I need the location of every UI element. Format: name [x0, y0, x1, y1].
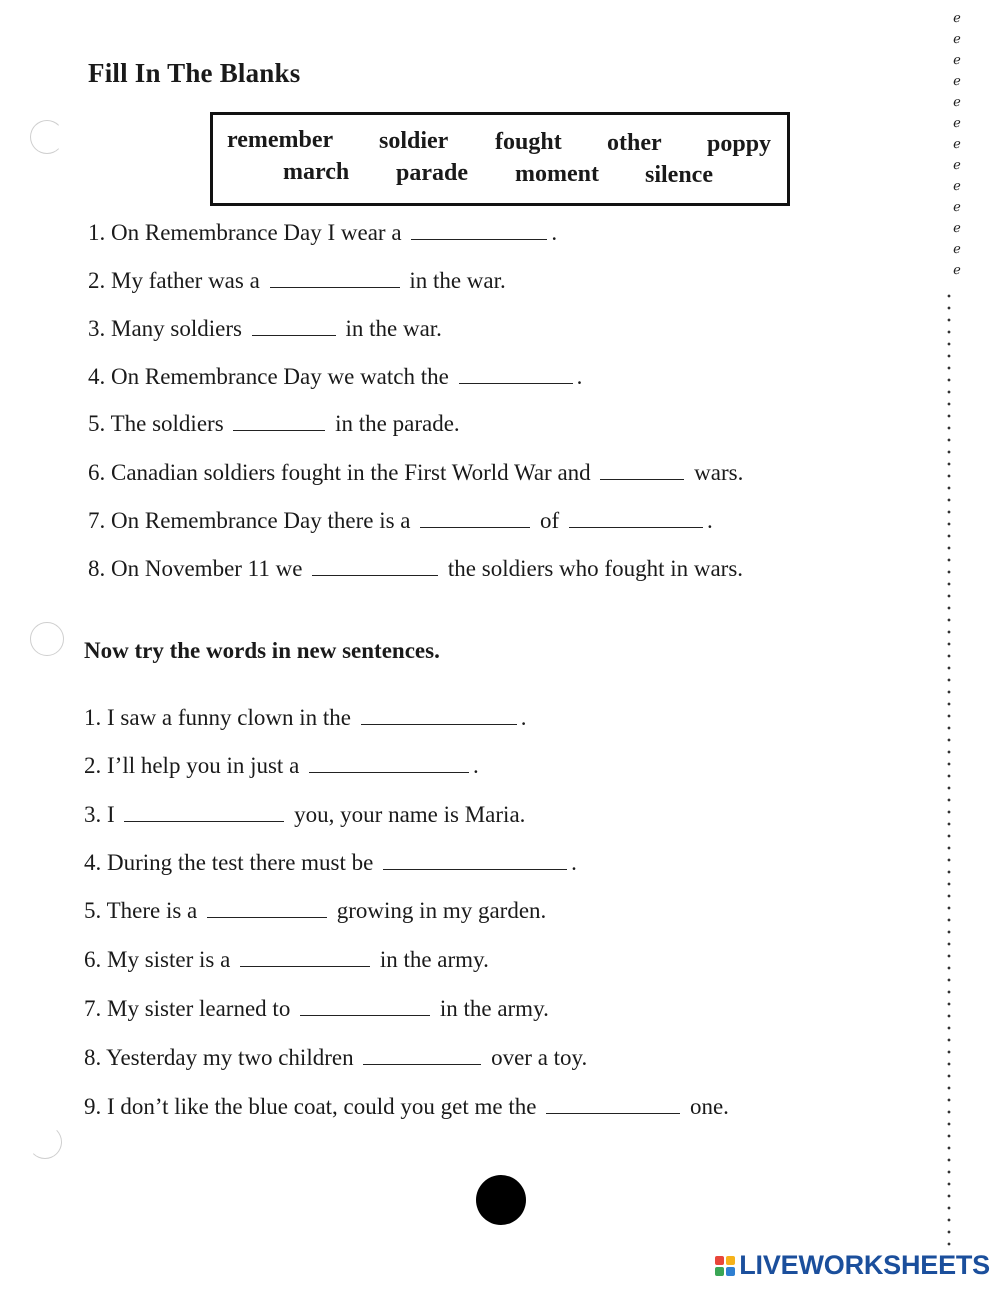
punch-hole-bottom: [28, 1125, 62, 1159]
liveworksheets-logo: [715, 1250, 990, 1281]
logo-text: LIVEWORKSHEETS: [739, 1250, 990, 1280]
part1-item-1: 1. On Remembrance Day I wear a .: [88, 220, 558, 245]
part1-item-2: 2. My father was a in the war.: [88, 268, 506, 293]
spiral-binding-icon: ℯ ℯ ℯ ℯ ℯ ℯ ℯ ℯ ℯ ℯ ℯ ℯ ℯ: [953, 11, 961, 278]
blank-input[interactable]: [309, 754, 469, 773]
word-other: other: [607, 130, 662, 156]
part1-item-3: 3. Many soldiers in the war.: [88, 316, 442, 341]
blank-input[interactable]: [124, 803, 284, 822]
page-title: Fill In The Blanks: [88, 58, 301, 88]
word-silence: silence: [645, 162, 713, 188]
part2-item-9: 9. I don’t like the blue coat, could you get me the one.: [84, 1094, 729, 1119]
blank-input[interactable]: [569, 509, 703, 528]
punch-hole-middle: [30, 622, 64, 656]
word-soldier: soldier: [379, 128, 449, 154]
logo-squares-icon: [715, 1256, 735, 1276]
word-moment: moment: [515, 161, 599, 187]
blank-input[interactable]: [600, 461, 684, 480]
perforation-dots: [946, 290, 952, 1250]
blank-input[interactable]: [459, 365, 573, 384]
section-subtitle: Now try the words in new sentences.: [84, 638, 440, 663]
part1-item-7: 7. On Remembrance Day there is a of .: [88, 508, 713, 533]
logo-square: [726, 1256, 735, 1265]
logo-square: [715, 1256, 724, 1265]
part1-item-8: 8. On November 11 we the soldiers who fought in wars.: [88, 556, 744, 581]
blank-input[interactable]: [363, 1046, 481, 1065]
part2-item-6: 6. My sister is a in the army.: [84, 947, 489, 972]
word-bank: [210, 112, 790, 206]
part2-item-3: 3. I you, your name is Maria.: [84, 802, 526, 827]
part2-item-7: 7. My sister learned to in the army.: [84, 996, 549, 1021]
word-bank-row-2: [283, 159, 763, 189]
part1-item-4: 4. On Remembrance Day we watch the .: [88, 364, 583, 389]
part2-item-2: 2. I’ll help you in just a .: [84, 753, 479, 778]
blank-input[interactable]: [420, 509, 530, 528]
word-remember: remember: [227, 127, 334, 153]
blank-input[interactable]: [270, 269, 400, 288]
part2-item-5: 5. There is a growing in my garden.: [84, 898, 547, 923]
blank-input[interactable]: [361, 706, 517, 725]
black-circle-mark: [476, 1175, 526, 1225]
logo-square: [715, 1267, 724, 1276]
blank-input[interactable]: [233, 412, 325, 431]
word-fought: fought: [495, 129, 562, 155]
blank-input[interactable]: [312, 557, 438, 576]
blank-input[interactable]: [383, 851, 567, 870]
blank-input[interactable]: [300, 997, 430, 1016]
blank-input[interactable]: [252, 317, 336, 336]
logo-square: [726, 1267, 735, 1276]
blank-input[interactable]: [411, 221, 547, 240]
part1-item-5: 5. The soldiers in the parade.: [88, 411, 460, 436]
punch-hole-top: [30, 120, 64, 154]
word-parade: parade: [396, 160, 468, 186]
part2-item-8: 8. Yesterday my two children over a toy.: [84, 1045, 588, 1070]
part2-item-1: 1. I saw a funny clown in the .: [84, 705, 527, 730]
blank-input[interactable]: [240, 948, 370, 967]
word-poppy: poppy: [707, 131, 772, 157]
word-march: march: [283, 159, 350, 185]
word-bank-row-1: [227, 127, 777, 157]
blank-input[interactable]: [546, 1095, 680, 1114]
blank-input[interactable]: [207, 899, 327, 918]
part2-item-4: 4. During the test there must be .: [84, 850, 577, 875]
part1-item-6: 6. Canadian soldiers fought in the First World War and wars.: [88, 460, 744, 485]
